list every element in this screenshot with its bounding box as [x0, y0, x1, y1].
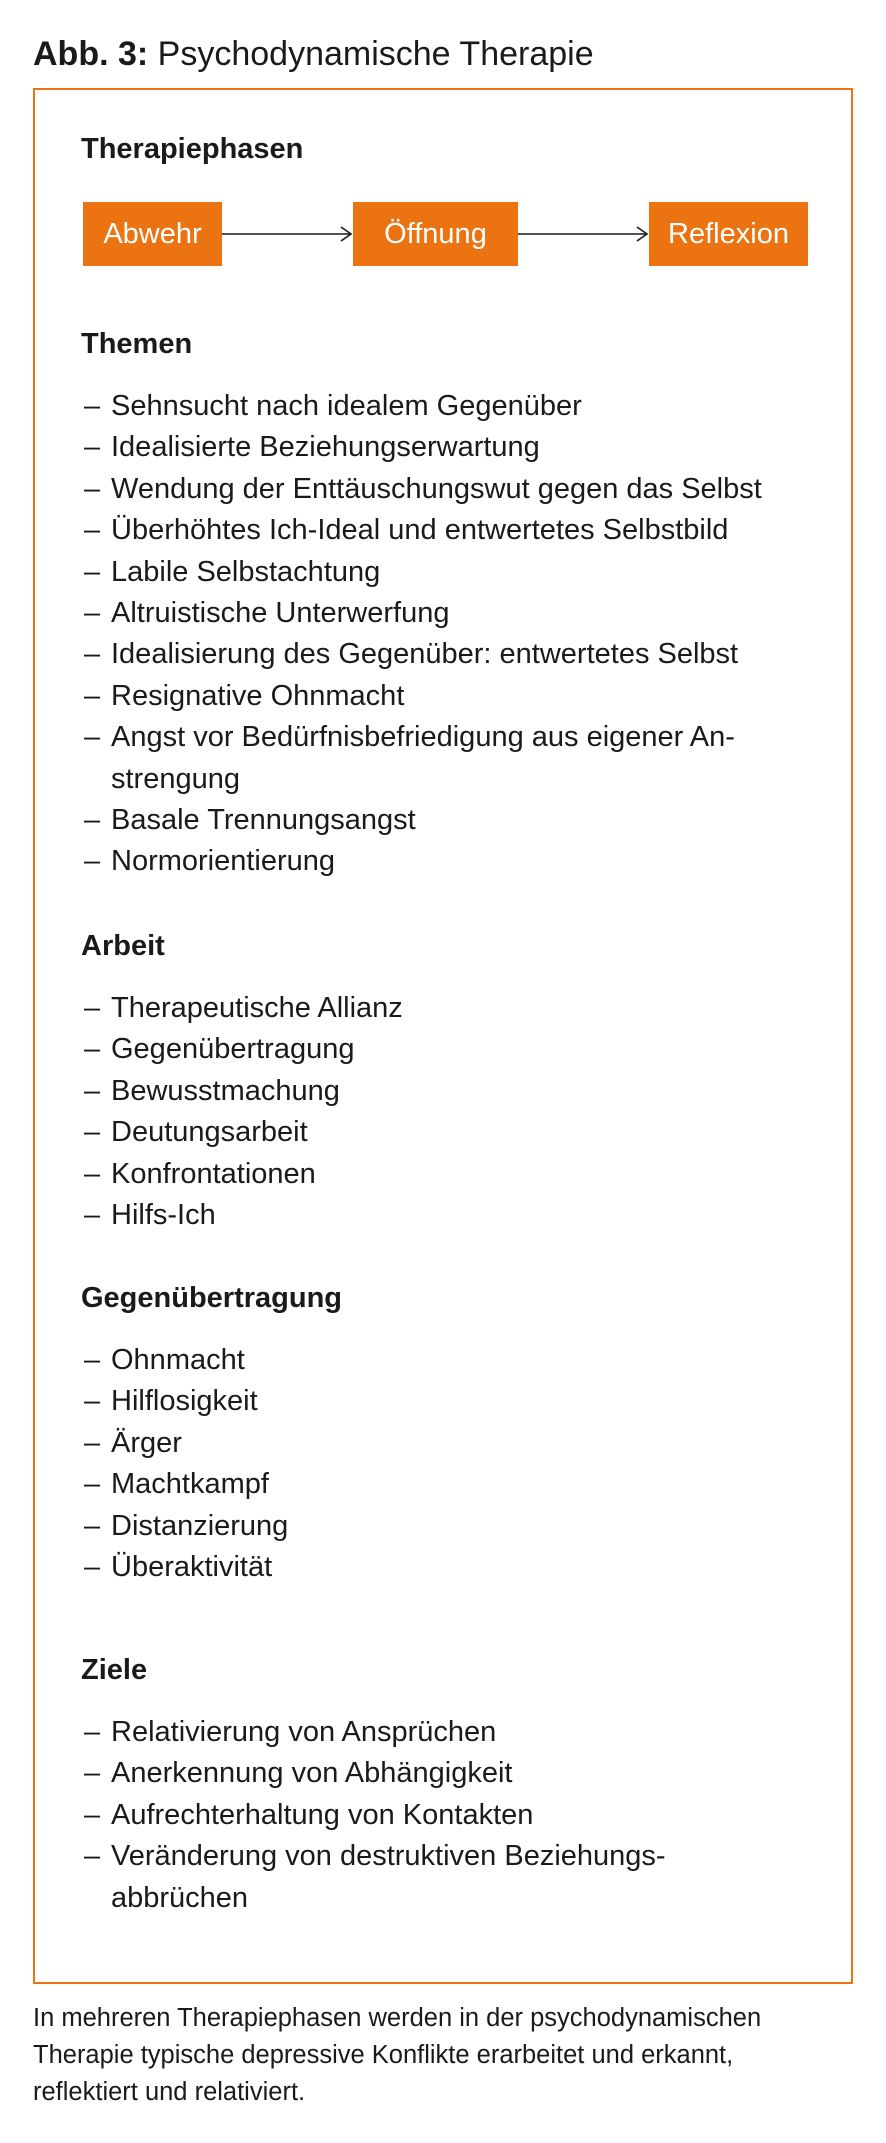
heading-gegenuebertragung: Gegenübertragung: [81, 1282, 343, 1314]
list-item-text: Labile Selbstachtung: [111, 555, 381, 588]
list-item-text: Deutungsarbeit: [111, 1116, 308, 1149]
list-item-text: Wendung der Enttäuschungswut gegen das Selbst: [111, 472, 762, 505]
gegenuebertragung-list: [81, 1340, 841, 1588]
heading-themen: Themen: [81, 328, 193, 360]
dash-bullet-icon: –: [84, 555, 101, 588]
list-item: [81, 510, 841, 551]
list-item: [81, 1712, 841, 1753]
list-item: [81, 469, 841, 510]
figure-label: Abb. 3:: [33, 35, 149, 73]
list-item-text: Aufrechterhaltung von Kontakten: [111, 1798, 534, 1831]
list-item-text: Resignative Ohnmacht: [111, 679, 405, 712]
list-item-text: Hilfs-Ich: [111, 1199, 216, 1232]
dash-bullet-icon: –: [84, 597, 101, 630]
list-item: [81, 1547, 841, 1588]
list-item: [81, 1836, 841, 1919]
dash-bullet-icon: –: [84, 1468, 101, 1501]
themen-list: [81, 386, 841, 883]
dash-bullet-icon: –: [84, 514, 101, 547]
list-item-text: Veränderung von destruktiven Beziehungs-: [111, 1840, 666, 1873]
dash-bullet-icon: –: [84, 1798, 101, 1831]
list-item-text: Idealisierung des Gegenüber: entwertetes Selbst: [111, 638, 739, 671]
dash-bullet-icon: –: [84, 992, 101, 1024]
dash-bullet-icon: –: [84, 1116, 101, 1149]
dash-bullet-icon: –: [84, 1385, 101, 1418]
list-item: [81, 427, 841, 468]
arbeit-list: [81, 988, 841, 1236]
list-item: [81, 988, 841, 1029]
phase-abwehr: Abwehr: [83, 202, 222, 266]
arrow-icon: [518, 226, 649, 242]
dash-bullet-icon: –: [84, 1757, 101, 1790]
dash-bullet-icon: –: [84, 1199, 101, 1232]
list-item-text: Ohnmacht: [111, 1344, 245, 1376]
list-item-text: Angst vor Bedürfnisbefriedigung aus eigener An-: [111, 721, 735, 754]
list-item-text: Machtkampf: [111, 1468, 269, 1501]
list-item: [81, 1112, 841, 1153]
dash-bullet-icon: –: [84, 1840, 101, 1873]
list-item-text: Basale Trennungsangst: [111, 804, 416, 837]
arrow-icon: [222, 226, 353, 242]
dash-bullet-icon: –: [84, 804, 101, 837]
list-item: [81, 1381, 841, 1422]
list-item-text: Ärger: [111, 1426, 182, 1459]
list-item: [81, 717, 841, 800]
list-item: [81, 841, 841, 882]
list-item: [81, 1029, 841, 1070]
list-item-text: Gegenübertragung: [111, 1033, 355, 1066]
caption-line: reflektiert und relativiert.: [33, 2078, 306, 2106]
dash-bullet-icon: –: [84, 1157, 101, 1190]
list-item: [81, 1464, 841, 1505]
list-item: [81, 634, 841, 675]
dash-bullet-icon: –: [84, 390, 101, 422]
dash-bullet-icon: –: [84, 1716, 101, 1748]
list-item: [81, 386, 841, 427]
list-item-text: Anerkennung von Abhängigkeit: [111, 1757, 513, 1790]
phase-oeffnung: Öffnung: [353, 202, 518, 266]
list-item: [81, 1753, 841, 1794]
list-item: [81, 1154, 841, 1195]
dash-bullet-icon: –: [84, 845, 101, 878]
heading-therapiephasen: Therapiephasen: [81, 133, 304, 165]
list-item: [81, 676, 841, 717]
list-item-text: Therapeutische Allianz: [111, 992, 403, 1024]
list-item: [81, 1071, 841, 1112]
list-item-text: Bewusstmachung: [111, 1074, 340, 1107]
list-item: [81, 1340, 841, 1381]
list-item: [81, 1423, 841, 1464]
list-item-text: Konfrontationen: [111, 1157, 316, 1190]
dash-bullet-icon: –: [84, 1074, 101, 1107]
dash-bullet-icon: –: [84, 1426, 101, 1459]
list-item-text: Altruistische Unterwerfung: [111, 597, 450, 630]
caption-line: In mehreren Therapiephasen werden in der psychodynamischen: [33, 2004, 762, 2032]
list-item-text: Sehnsucht nach idealem Gegenüber: [111, 390, 582, 422]
list-item: [81, 800, 841, 841]
figure-title-text: Psychodynamische Therapie: [157, 35, 594, 73]
list-item-text: Idealisierte Beziehungserwartung: [111, 431, 540, 464]
dash-bullet-icon: –: [84, 431, 101, 464]
list-item: [81, 552, 841, 593]
list-item: [81, 1795, 841, 1836]
list-item: [81, 1195, 841, 1236]
phase-reflexion: Reflexion: [649, 202, 808, 266]
dash-bullet-icon: –: [84, 721, 101, 754]
list-item-text: Überhöhtes Ich-Ideal und entwertetes Selbstbild: [111, 514, 729, 547]
list-item-text: Relativierung von Ansprüchen: [111, 1716, 497, 1748]
dash-bullet-icon: –: [84, 1344, 101, 1376]
heading-arbeit: Arbeit: [81, 930, 165, 962]
dash-bullet-icon: –: [84, 1033, 101, 1066]
ziele-list: [81, 1712, 841, 1919]
list-item-continuation: strengung: [111, 762, 240, 795]
figure-caption: [33, 2000, 853, 2111]
list-item-text: Überaktivität: [111, 1551, 273, 1584]
dash-bullet-icon: –: [84, 679, 101, 712]
dash-bullet-icon: –: [84, 472, 101, 505]
caption-line: Therapie typische depressive Konflikte erarbeitet und erkannt,: [33, 2041, 734, 2069]
dash-bullet-icon: –: [84, 638, 101, 671]
heading-ziele: Ziele: [81, 1654, 148, 1686]
list-item-text: Hilflosigkeit: [111, 1385, 258, 1418]
dash-bullet-icon: –: [84, 1551, 101, 1584]
list-item: [81, 593, 841, 634]
dash-bullet-icon: –: [84, 1509, 101, 1542]
list-item: [81, 1506, 841, 1547]
figure-title: [33, 34, 594, 74]
list-item-text: Normorientierung: [111, 845, 336, 878]
list-item-text: Distanzierung: [111, 1509, 289, 1542]
list-item-continuation: abbrüchen: [111, 1881, 249, 1914]
